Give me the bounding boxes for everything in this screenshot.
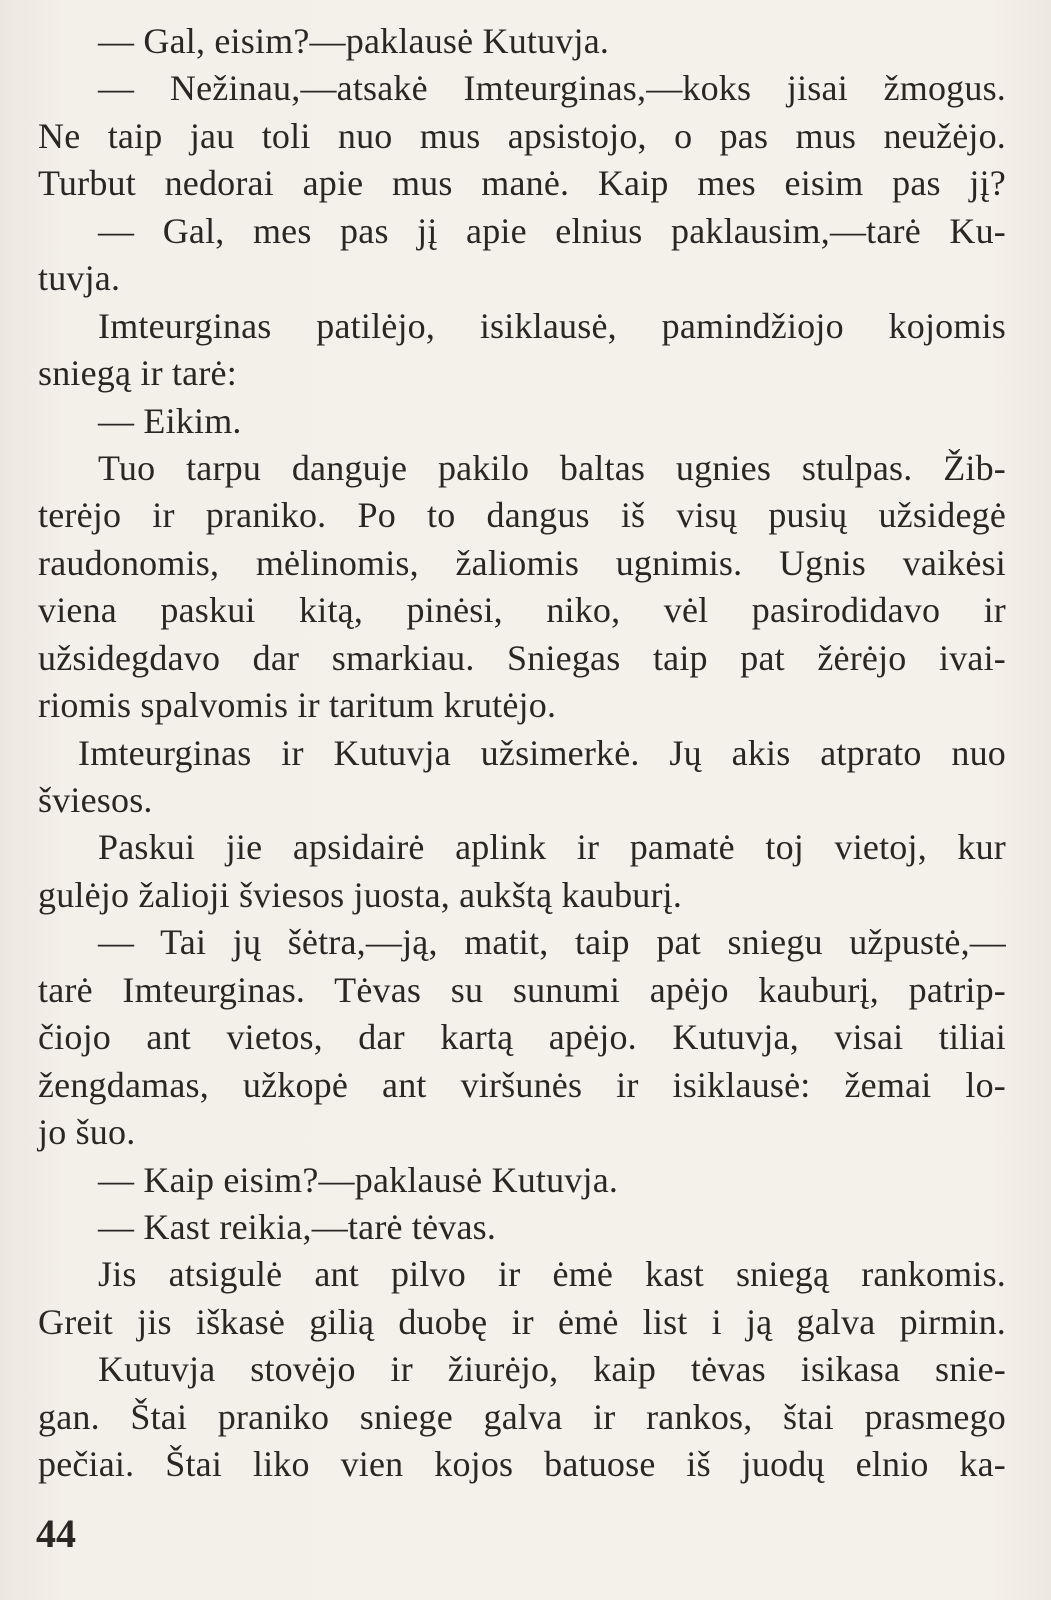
text-line: terėjo ir praniko. Po to dangus iš visų pusių užsidegė bbox=[38, 495, 1006, 536]
text-line: sniegą ir tarė: bbox=[38, 353, 237, 394]
text-line: Imteurginas patilėjo, isiklausė, pamindžiojo kojomis bbox=[98, 305, 1006, 346]
text-line: Ne taip jau toli nuo mus apsistojo, o pas mus neužėjo. bbox=[38, 115, 1006, 156]
text-line: — Kaip eisim?—paklausė Kutuvja. bbox=[98, 1159, 619, 1200]
text-line: raudonomis, mėlinomis, žaliomis ugnimis. Ugnis vaikėsi bbox=[38, 542, 1006, 583]
text-line: tarė Imteurginas. Tėvas su sunumi apėjo kauburį, patrip- bbox=[38, 969, 1006, 1010]
text-line: gulėjo žalioji šviesos juosta, aukštą kauburį. bbox=[38, 874, 683, 915]
text-line: gan. Štai praniko sniege galva ir rankos, štai prasmego bbox=[38, 1396, 1006, 1437]
text-line: šviesos. bbox=[38, 780, 153, 820]
text-line: — Gal, eisim?—paklausė Kutuvja. bbox=[98, 21, 610, 61]
text-line: Greit jis iškasė gilią duobę ir ėmė list i ją galva pirmin. bbox=[38, 1301, 1006, 1342]
text-line: — Kast reikia,—tarė tėvas. bbox=[98, 1206, 497, 1247]
text-line: Imteurginas ir Kutuvja užsimerkė. Jų akis atprato nuo bbox=[78, 732, 1006, 773]
text-line: užsidegdavo dar smarkiau. Sniegas taip pat žėrėjo ivai- bbox=[38, 637, 1006, 678]
text-line: — Eikim. bbox=[98, 400, 242, 441]
page-number: 44 bbox=[36, 1511, 76, 1556]
text-line: žengdamas, užkopė ant viršunės ir isiklausė: žemai lo- bbox=[38, 1064, 1006, 1105]
text-line: viena paskui kitą, pinėsi, niko, vėl pasirodidavo ir bbox=[38, 590, 1006, 631]
text-line: Kutuvja stovėjo ir žiurėjo, kaip tėvas isikasa snie- bbox=[98, 1349, 1006, 1390]
text-line: — Nežinau,—atsakė Imteurginas,—koks jisai žmogus. bbox=[98, 68, 1006, 109]
text-line: jo šuo. bbox=[38, 1112, 136, 1153]
text-line: pečiai. Štai liko vien kojos batuose iš juodų elnio ka- bbox=[38, 1444, 1006, 1485]
text-line: Jis atsigulė ant pilvo ir ėmė kast sniegą rankomis. bbox=[98, 1254, 1006, 1295]
text-line: — Gal, mes pas jį apie elnius paklausim,—tarė Ku- bbox=[98, 210, 1006, 251]
text-line: čiojo ant vietos, dar kartą apėjo. Kutuvja, visai tiliai bbox=[38, 1017, 1006, 1058]
text-line: Tuo tarpu danguje pakilo baltas ugnies stulpas. Žib- bbox=[98, 447, 1006, 488]
text-line: Turbut nedorai apie mus manė. Kaip mes eisim pas jį? bbox=[38, 163, 1006, 204]
text-line: Paskui jie apsidairė aplink ir pamatė toj vietoj, kur bbox=[98, 827, 1006, 868]
body-text bbox=[38, 18, 1006, 1489]
text-line: riomis spalvomis ir taritum krutėjo. bbox=[38, 685, 557, 726]
text-line: — Tai jų šėtra,—ją, matit, taip pat sniegu užpustė,— bbox=[98, 922, 1006, 963]
text-line: tuvja. bbox=[38, 258, 121, 299]
